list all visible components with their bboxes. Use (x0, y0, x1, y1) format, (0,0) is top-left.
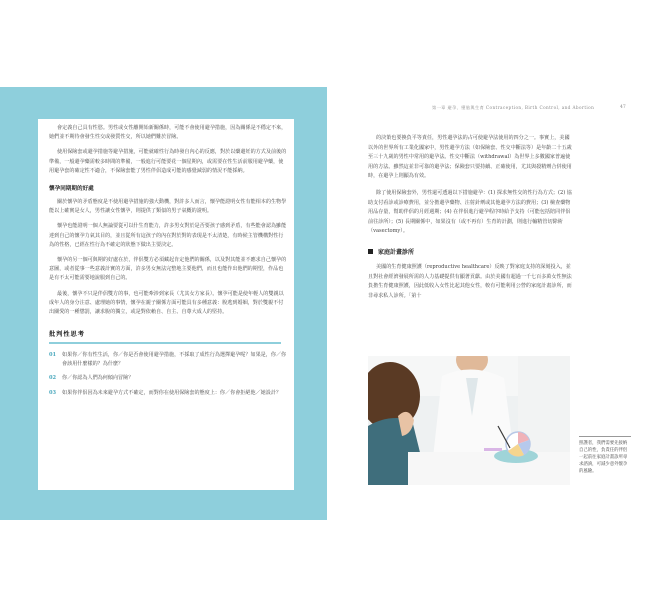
right-page-content (368, 134, 572, 308)
question-number: 03 (49, 390, 57, 397)
intro-paragraph: 會定義自己具有性慾。男性或女性離開始新關係時，可能不會使用避孕措施，因為關係是不穩定不來，她們並不期待會發生性交或發質性交，所以她們難於冒險。 (49, 125, 287, 141)
question-text: 你／你認為人們為何傾向冒險？ (62, 375, 134, 382)
body-paragraph: 的決策也要換負平等責任，男性避孕法的占可使避孕法使用的四分之一。事實上，美國以外的世界所有工業化國家中，男性避孕方法（如保險套、性交中斷法等）是年齡二十五歲至三十九歲的男性中常用的避孕法。性交中斷法（withdrawal）為世界上多數國家普遍使用的方法。雖然這並非可靠的避孕法；保險套只要持續、正確使用，尤其與殺精劑合併使用時，在避孕上則顯為有效。 (368, 135, 572, 180)
running-head: 第一章 避孕、墮胎與生育 Contraception, Birth Control, and Abortion (432, 105, 595, 110)
photo-caption: 照護者，我們需要先接納自己的性，負責任的伴侶一起前往家庭計畫診所尋求諮詢，可減少意外懷孕的風險。 (579, 441, 628, 474)
page-number: 47 (620, 105, 626, 110)
photo-illustration (368, 356, 570, 485)
question-text: 如果你伴侶因為未來避孕方式不確定，而對你在使用保險套的態度上：你／你會拒絕他／她設計？ (62, 390, 282, 397)
question-number: 01 (49, 352, 57, 359)
body-paragraph: 除了使用保險套外，男性還可透過以下措施避孕：(1) 探求無性交的性行為方式；(2) 協助支付看診或診療費用，並分擔避孕藥物、注射針劑或其他避孕方法的費用；(3) 檢查藥物用品存量，幫助伴侶的月經週期；(4) 在伴侶進行避孕程序時給予支持（可能包括陪同伴侶前往診所）；(5) 長期關係中，如果沒有（或不再有）生育的計劃，則進行輸精管切除術（vasectomy）。 (368, 189, 572, 235)
question-item (49, 389, 287, 398)
body-paragraph: 懷孕的另一個可與期的好處在於，伴侶雙方必須藏起肯定他們的關係，以及對其能並不應求自己懷孕的意圖，或者從事一些意義計實的方面，許多男女無法完整地主要他們，而且也能作出他們的期望，作品也是有不太可能需要地說服到自己的。 (49, 257, 287, 282)
intro-paragraph: 使用保險套或避孕措施等避孕措施，可能就確性行為時發自內心的反應，對於以藥避妊的方式及前後的準備，一般避孕藥需較多時間的準備，一般進行可能要花一個星期內，或需要在性生活前服用避孕藥，使用避孕套的確定性不適合，不保險套能了男性伴侶造成可能的感覺減弱的情況不能採納。 (49, 149, 287, 174)
question-item (49, 351, 287, 368)
clinic-consultation-photo (368, 356, 570, 485)
critical-thinking-heading: 批判性思考 (49, 331, 85, 339)
body-paragraph: 關於懷孕的矛盾態度是不使用避孕措施的強大動機，對許多人而言，懷孕能證明女性有能相本的生物學能以上確實是女人，男性讓女性懷孕，則提供了類似的男子氣概的證明。 (49, 199, 287, 215)
left-page-content (49, 124, 287, 404)
section-subheading: 懷孕同期期的好處 (49, 186, 94, 193)
critical-thinking-rule (49, 342, 281, 344)
question-text: 如果你／你有性生活，你／你是否會使用避孕措施，不採取了成性行為選擇避孕呢？如果是，你／你會該用什麼樣的？為什麼？ (62, 352, 287, 367)
section-heading-text: 家庭計畫診所 (378, 248, 415, 256)
question-item (49, 374, 287, 383)
square-bullet-icon (368, 249, 373, 254)
body-paragraph: 美國的生育健康照護（reproductive healthcare）反映了對家庭支持的深刻投入，並且對社會經濟發展所需的人力基礎提供有顯著貢獻。由於美國有超過一千七百多萬女性無法負擔生育健康照護，因此低收入女性比起其他女性，較有可能利用公營的家庭計畫診所，而非尋求私人診所。「第十 (368, 263, 572, 299)
section-heading (368, 247, 572, 256)
caption-rule (579, 436, 631, 437)
question-number: 02 (49, 375, 57, 382)
body-paragraph: 最後，懷孕不只是伴侶雙方的事，也可能牽涉到家長（尤其女方家長）。懷孕可能是使年輕人的雙親以成年人的身分注意、處理她的事情，懷孕在親子關係方面可能具有多種意義：脫逃到婚姻，對於雙親不付出關愛的一種懲罰，讓求脫的獨立，或是對依賴自、自主、自尊大成人的堅持。 (49, 290, 284, 316)
body-paragraph: 懷孕也能證明一個人無論要從可以什生育能力，許多男女對於是否要孩子感到矛盾，有些能會認為雖能達到自己的懷孕力氣其目的，並且從所有這孩子的內在對於對的表現是不太清楚，有時候主管機構對性行為的性格，已經在性行為不確定的狀態下做出主要決定。 (49, 223, 287, 248)
